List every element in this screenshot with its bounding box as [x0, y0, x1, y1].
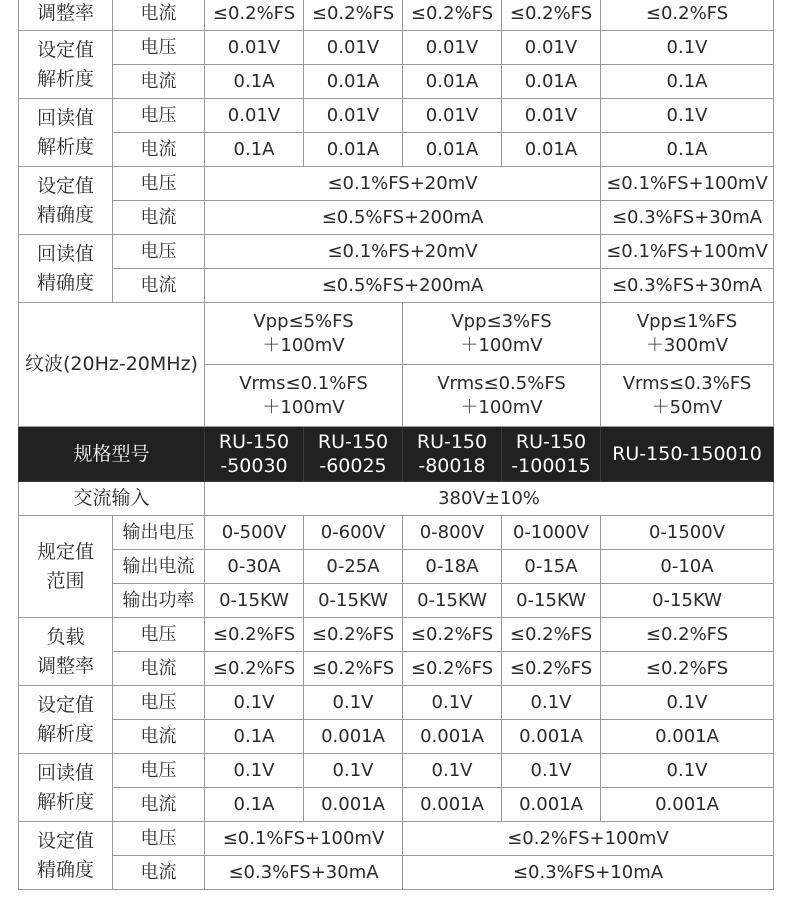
ripple-label: 纹波(20Hz-20MHz): [19, 303, 205, 427]
table-row: [19, 303, 774, 365]
table-row: [19, 822, 774, 856]
table-cell: 0.01V: [304, 99, 403, 133]
table-cell: ≤0.1%FS+100mV: [205, 822, 403, 856]
table-cell: Vpp≤5%FS ＋100mV: [205, 303, 403, 365]
table-cell: 0.001A: [502, 788, 601, 822]
table-cell: 0-15KW: [601, 584, 774, 618]
table-row: [19, 167, 774, 201]
table-row: [19, 201, 774, 235]
table-row: [19, 584, 774, 618]
row-sub-label: 电压: [113, 822, 205, 856]
table-cell: 0.01A: [502, 133, 601, 167]
table-cell: ≤0.2%FS: [403, 0, 502, 31]
table-cell: 0.01V: [502, 99, 601, 133]
row-group-label: 设定值 解析度: [19, 31, 113, 99]
table-cell: ≤0.2%FS+100mV: [403, 822, 774, 856]
table-cell: 0.01A: [502, 65, 601, 99]
row-group-label: 设定值 解析度: [19, 686, 113, 754]
table-cell: 0.1V: [601, 99, 774, 133]
table-cell: 0.1V: [304, 754, 403, 788]
table-cell: ≤0.2%FS: [502, 0, 601, 31]
row-sub-label: 电流: [113, 201, 205, 235]
table-cell: ≤0.1%FS+100mV: [601, 167, 774, 201]
table-cell: 0-15KW: [304, 584, 403, 618]
row-group-label: 设定值 精确度: [19, 822, 113, 890]
table-row: [19, 720, 774, 754]
table-cell: 0.01V: [205, 31, 304, 65]
row-sub-label: 电压: [113, 686, 205, 720]
table-cell: ≤0.2%FS: [403, 618, 502, 652]
table-cell: ≤0.2%FS: [205, 652, 304, 686]
table-cell: 0.01V: [502, 31, 601, 65]
table-cell: Vrms≤0.3%FS ＋50mV: [601, 365, 774, 427]
table-cell: 0.01A: [403, 133, 502, 167]
table-row: [19, 99, 774, 133]
table-cell: ≤0.2%FS: [403, 652, 502, 686]
table-cell: 0.1A: [601, 65, 774, 99]
table-cell: ≤0.3%FS+30mA: [601, 201, 774, 235]
table-cell: 0.01V: [403, 31, 502, 65]
table-cell: 0.001A: [403, 788, 502, 822]
table-cell: 0.001A: [601, 720, 774, 754]
table-row: [19, 133, 774, 167]
table-cell: 0.1A: [205, 65, 304, 99]
table-row: [19, 686, 774, 720]
table-cell: 0.1V: [304, 686, 403, 720]
row-group-label: 回读值 解析度: [19, 99, 113, 167]
spec-grid: [18, 0, 774, 890]
table-cell: ≤0.2%FS: [601, 652, 774, 686]
row-group-label: 调整率: [19, 0, 113, 31]
table-cell: 0.1V: [502, 754, 601, 788]
spec-table: [18, 0, 773, 890]
row-group-label: 交流输入: [19, 482, 205, 516]
table-cell: ≤0.2%FS: [601, 618, 774, 652]
row-group-label: 负载 调整率: [19, 618, 113, 686]
table-cell: 0-15KW: [205, 584, 304, 618]
table-cell: 0.001A: [502, 720, 601, 754]
table-cell: Vrms≤0.5%FS ＋100mV: [403, 365, 601, 427]
table-cell: ≤0.3%FS+30mA: [205, 856, 403, 890]
model-name: RU-150 -80018: [403, 427, 502, 482]
table-cell: Vpp≤1%FS ＋300mV: [601, 303, 774, 365]
row-sub-label: 电流: [113, 720, 205, 754]
row-sub-label: 电流: [113, 65, 205, 99]
row-sub-label: 输出电压: [113, 516, 205, 550]
table-row: [19, 618, 774, 652]
table-cell: 0.1V: [601, 686, 774, 720]
table-row: [19, 788, 774, 822]
row-sub-label: 电压: [113, 167, 205, 201]
table-cell: 0.1V: [205, 686, 304, 720]
row-sub-label: 电压: [113, 99, 205, 133]
table-cell: ≤0.3%FS+10mA: [403, 856, 774, 890]
row-sub-label: 电压: [113, 31, 205, 65]
model-name: RU-150 -50030: [205, 427, 304, 482]
row-sub-label: 输出功率: [113, 584, 205, 618]
table-cell: 0-800V: [403, 516, 502, 550]
table-row: [19, 0, 774, 31]
table-cell: ≤0.1%FS+20mV: [205, 167, 601, 201]
row-sub-label: 输出电流: [113, 550, 205, 584]
table-cell: 0.01V: [304, 31, 403, 65]
table-cell: 0.1A: [601, 133, 774, 167]
table-cell: 0.1A: [205, 720, 304, 754]
table-row: [19, 550, 774, 584]
table-cell: ≤0.2%FS: [304, 0, 403, 31]
table-row: [19, 754, 774, 788]
table-cell: 0.001A: [304, 788, 403, 822]
table-cell: 0-30A: [205, 550, 304, 584]
table-cell: 0.1V: [601, 754, 774, 788]
table-cell: ≤0.2%FS: [205, 0, 304, 31]
row-sub-label: 电压: [113, 754, 205, 788]
table-cell: 0.1A: [205, 788, 304, 822]
table-header-row: [19, 427, 774, 482]
table-cell: 0-15KW: [502, 584, 601, 618]
table-cell: 0.1V: [205, 754, 304, 788]
table-cell: 0-1000V: [502, 516, 601, 550]
table-cell: 0.01V: [403, 99, 502, 133]
table-cell: ≤0.2%FS: [205, 618, 304, 652]
table-cell: 0-15A: [502, 550, 601, 584]
row-sub-label: 电流: [113, 133, 205, 167]
table-cell: 0.1V: [601, 31, 774, 65]
table-cell: 0.001A: [403, 720, 502, 754]
model-name: RU-150-150010: [601, 427, 774, 482]
table-cell: 0.1V: [403, 686, 502, 720]
table-cell: ≤0.5%FS+200mA: [205, 269, 601, 303]
table-cell: 0-15KW: [403, 584, 502, 618]
table-cell: 0.1A: [205, 133, 304, 167]
row-group-label: 回读值 精确度: [19, 235, 113, 303]
table-cell: ≤0.2%FS: [304, 652, 403, 686]
table-cell: 0.001A: [601, 788, 774, 822]
table-cell: 0-600V: [304, 516, 403, 550]
table-row: [19, 65, 774, 99]
model-name: RU-150 -100015: [502, 427, 601, 482]
row-sub-label: 电流: [113, 269, 205, 303]
model-header-label: 规格型号: [19, 427, 205, 482]
model-name: RU-150 -60025: [304, 427, 403, 482]
table-cell: 0.01A: [403, 65, 502, 99]
row-group-label: 规定值 范围: [19, 516, 113, 618]
table-cell: ≤0.2%FS: [502, 652, 601, 686]
row-sub-label: 电流: [113, 788, 205, 822]
table-cell: 0.1V: [403, 754, 502, 788]
table-cell: 0-500V: [205, 516, 304, 550]
row-sub-label: 电流: [113, 0, 205, 31]
table-row: [19, 516, 774, 550]
table-row: [19, 31, 774, 65]
row-sub-label: 电流: [113, 652, 205, 686]
row-sub-label: 电压: [113, 618, 205, 652]
table-cell: 0-25A: [304, 550, 403, 584]
table-row: [19, 482, 774, 516]
table-row: [19, 235, 774, 269]
table-cell: 0-10A: [601, 550, 774, 584]
table-cell: ≤0.3%FS+30mA: [601, 269, 774, 303]
table-cell: ≤0.5%FS+200mA: [205, 201, 601, 235]
table-cell: 0-1500V: [601, 516, 774, 550]
table-cell: 0-18A: [403, 550, 502, 584]
table-row: [19, 269, 774, 303]
row-sub-label: 电压: [113, 235, 205, 269]
table-cell: Vpp≤3%FS ＋100mV: [403, 303, 601, 365]
table-row: [19, 652, 774, 686]
table-cell: ≤0.1%FS+100mV: [601, 235, 774, 269]
row-group-label: 回读值 解析度: [19, 754, 113, 822]
table-cell: 0.001A: [304, 720, 403, 754]
table-cell: ≤0.2%FS: [304, 618, 403, 652]
table-cell: ≤0.1%FS+20mV: [205, 235, 601, 269]
table-cell: 0.01A: [304, 133, 403, 167]
table-cell: 0.01A: [304, 65, 403, 99]
table-cell: 380V±10%: [205, 482, 774, 516]
row-group-label: 设定值 精确度: [19, 167, 113, 235]
table-cell: Vrms≤0.1%FS ＋100mV: [205, 365, 403, 427]
table-cell: 0.01V: [205, 99, 304, 133]
table-cell: ≤0.2%FS: [502, 618, 601, 652]
table-row: [19, 856, 774, 890]
row-sub-label: 电流: [113, 856, 205, 890]
table-cell: 0.1V: [502, 686, 601, 720]
table-cell: ≤0.2%FS: [601, 0, 774, 31]
